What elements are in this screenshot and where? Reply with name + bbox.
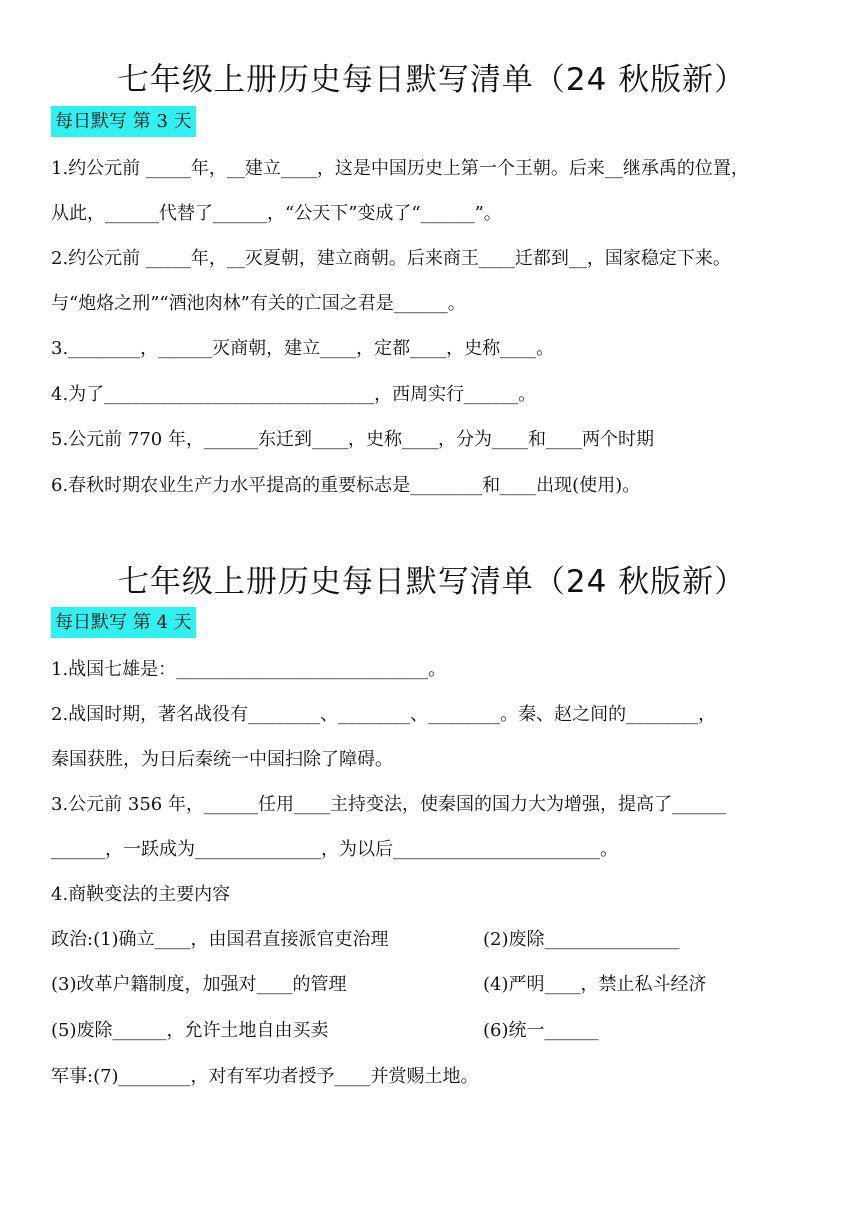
- day4-line-6: 4.商鞅变法的主要内容: [51, 884, 231, 905]
- day4-line-3: 秦国获胜，为日后秦统一中国扫除了障碍。: [51, 749, 393, 770]
- reform-item-3: (3)改革户籍制度，加强对____的管理: [51, 974, 347, 995]
- day3-line-1: 1.约公元前 _____年，__建立____，这是中国历史上第一个王朝。后来__继承禹的位置，: [51, 158, 749, 179]
- reform-row-1: [51, 928, 680, 952]
- day4-line-2: 2.战国时期，著名战役有________、________、________。秦、赵之间的________，: [51, 704, 717, 725]
- day3-badge: 每日默写 第 3 天: [51, 106, 196, 137]
- reform-item-6: (6)统一______: [483, 1020, 599, 1041]
- day4-line-1: 1.战国七雄是：____________________________。: [51, 659, 447, 680]
- day3-line-4: 与“炮烙之刑”“酒池肉林”有关的亡国之君是______。: [51, 293, 466, 314]
- section-title-day3: 七年级上册历史每日默写清单（24 秋版新）: [117, 62, 747, 98]
- reform-item-1: 政治:(1)确立____，由国君直接派官吏治理: [51, 929, 389, 950]
- day4-line-5: ______，一跃成为______________，为以后_______________________。: [51, 839, 618, 860]
- day4-badge: 每日默写 第 4 天: [51, 607, 196, 638]
- day3-line-7: 5.公元前 770 年，______东迁到____，史称____，分为____和____两个时期: [51, 429, 654, 450]
- day3-line-6: 4.为了______________________________，西周实行______。: [51, 384, 537, 405]
- day3-line-5: 3.________，______灭商朝，建立____，定都____，史称____。: [51, 338, 555, 359]
- day3-line-3: 2.约公元前 _____年，__灭夏朝，建立商朝。后来商王____迁都到__，国家稳定下来。: [51, 248, 731, 269]
- reform-item-4: (4)严明____，禁止私斗经济: [483, 974, 707, 995]
- day3-line-2: 从此，______代替了______，“公天下”变成了“______”。: [51, 203, 502, 224]
- reform-item-2: (2)废除_______________: [483, 929, 680, 950]
- day4-line-4: 3.公元前 356 年，______任用____主持变法，使秦国的国力大为增强，提高了______: [51, 794, 726, 815]
- reform-military-line: 军事:(7)________，对有军功者授予____并赏赐土地。: [51, 1066, 479, 1087]
- day3-line-8: 6.春秋时期农业生产力水平提高的重要标志是________和____出现(使用)。: [51, 475, 641, 496]
- reform-item-5: (5)废除______，允许土地自由买卖: [51, 1020, 329, 1041]
- reform-row-3: [51, 1019, 599, 1043]
- reform-row-2: [51, 973, 707, 997]
- section-title-day4: 七年级上册历史每日默写清单（24 秋版新）: [117, 564, 747, 600]
